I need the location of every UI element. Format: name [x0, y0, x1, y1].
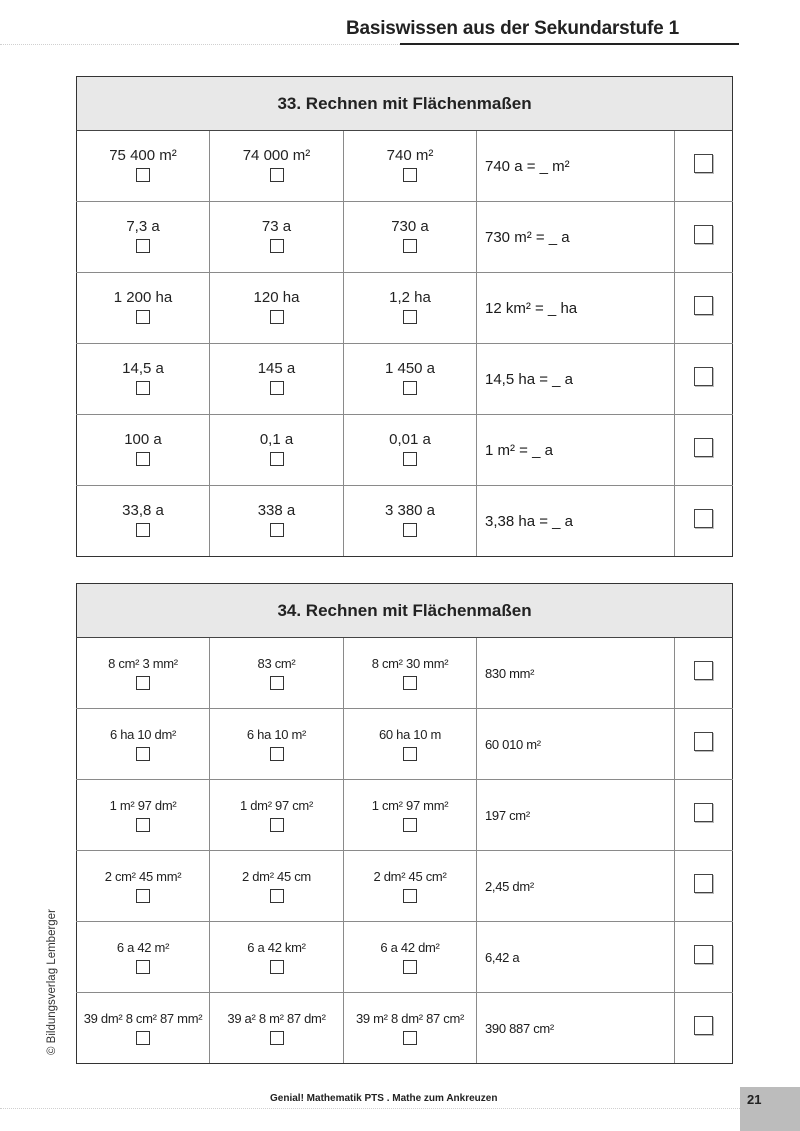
answer-option	[210, 415, 344, 486]
answer-option	[210, 709, 344, 780]
option-checkbox[interactable]	[136, 523, 150, 537]
option-label: 6 a 42 dm²	[380, 940, 440, 955]
result-checkbox[interactable]	[694, 509, 713, 528]
answer-option	[344, 638, 477, 709]
option-checkbox[interactable]	[270, 818, 284, 832]
option-checkbox[interactable]	[403, 889, 417, 903]
result-check-cell	[675, 344, 733, 415]
answer-option	[77, 780, 210, 851]
answer-option	[344, 851, 477, 922]
task-prompt: 60 010 m²	[477, 709, 675, 780]
option-checkbox[interactable]	[403, 676, 417, 690]
option-checkbox[interactable]	[403, 960, 417, 974]
option-checkbox[interactable]	[136, 818, 150, 832]
option-label: 6 ha 10 dm²	[109, 727, 177, 742]
answer-option	[210, 486, 344, 557]
option-checkbox[interactable]	[270, 452, 284, 466]
answer-option	[210, 273, 344, 344]
option-label: 120 ha	[253, 289, 300, 306]
answer-option	[77, 638, 210, 709]
task-prompt: 197 cm²	[477, 780, 675, 851]
result-check-cell	[675, 922, 733, 993]
task-prompt: 2,45 dm²	[477, 851, 675, 922]
answer-option	[344, 993, 477, 1064]
task-prompt: 14,5 ha = _ a	[477, 344, 675, 415]
option-checkbox[interactable]	[403, 747, 417, 761]
page-number: 21	[747, 1092, 762, 1107]
option-checkbox[interactable]	[270, 239, 284, 253]
answer-option	[210, 131, 344, 202]
option-label: 0,01 a	[389, 431, 431, 448]
result-checkbox[interactable]	[694, 732, 713, 751]
task-prompt: 730 m² = _ a	[477, 202, 675, 273]
option-label: 14,5 a	[122, 360, 164, 377]
option-checkbox[interactable]	[136, 747, 150, 761]
answer-option	[77, 851, 210, 922]
table-row	[77, 273, 733, 344]
option-label: 83 cm²	[257, 656, 296, 671]
option-label: 338 a	[257, 502, 296, 519]
answer-option	[77, 344, 210, 415]
result-checkbox[interactable]	[694, 154, 713, 173]
answer-option	[77, 922, 210, 993]
result-checkbox[interactable]	[694, 661, 713, 680]
option-checkbox[interactable]	[270, 960, 284, 974]
option-label: 1 cm² 97 mm²	[371, 798, 449, 813]
option-label: 39 m² 8 dm² 87 cm²	[355, 1011, 464, 1026]
option-label: 8 cm² 30 mm²	[371, 656, 449, 671]
result-check-cell	[675, 780, 733, 851]
option-label: 1 dm² 97 cm²	[240, 798, 313, 813]
answer-option	[77, 486, 210, 557]
answer-option	[77, 993, 210, 1064]
task-prompt: 6,42 a	[477, 922, 675, 993]
option-checkbox[interactable]	[270, 889, 284, 903]
option-label: 60 ha 10 m	[378, 727, 442, 742]
table-row	[77, 131, 733, 202]
result-check-cell	[675, 273, 733, 344]
answer-option	[210, 344, 344, 415]
option-label: 0,1 a	[259, 431, 294, 448]
result-check-cell	[675, 415, 733, 486]
task-prompt: 830 mm²	[477, 638, 675, 709]
option-label: 2 dm² 45 cm²	[373, 869, 447, 884]
option-label: 39 dm² 8 cm² 87 mm²	[83, 1011, 203, 1026]
option-label: 1 450 a	[384, 360, 436, 377]
option-label: 75 400 m²	[109, 147, 177, 164]
answer-option	[210, 638, 344, 709]
option-label: 1 200 ha	[113, 289, 173, 306]
result-checkbox[interactable]	[694, 438, 713, 457]
answer-option	[77, 709, 210, 780]
option-checkbox[interactable]	[403, 452, 417, 466]
result-checkbox[interactable]	[694, 367, 713, 386]
answer-option	[210, 202, 344, 273]
option-checkbox[interactable]	[403, 168, 417, 182]
result-checkbox[interactable]	[694, 296, 713, 315]
answer-option	[210, 851, 344, 922]
option-checkbox[interactable]	[136, 381, 150, 395]
task-prompt: 740 a = _ m²	[477, 131, 675, 202]
exercise-title: 33. Rechnen mit Flächenmaßen	[77, 77, 733, 131]
table-row	[77, 344, 733, 415]
answer-option	[77, 415, 210, 486]
option-checkbox[interactable]	[136, 310, 150, 324]
answer-option	[344, 344, 477, 415]
answer-option	[77, 273, 210, 344]
page-header	[0, 0, 740, 46]
table-row	[77, 709, 733, 780]
result-check-cell	[675, 202, 733, 273]
table-row	[77, 638, 733, 709]
table-row	[77, 486, 733, 557]
option-checkbox[interactable]	[403, 1031, 417, 1045]
option-checkbox[interactable]	[270, 747, 284, 761]
option-checkbox[interactable]	[403, 818, 417, 832]
answer-option	[344, 780, 477, 851]
footer-text: Genial! Mathematik PTS . Mathe zum Ankreuzen	[270, 1093, 498, 1104]
answer-option	[77, 202, 210, 273]
option-label: 3 380 a	[384, 502, 436, 519]
option-label: 39 a² 8 m² 87 dm²	[227, 1011, 326, 1026]
option-checkbox[interactable]	[136, 168, 150, 182]
option-label: 1 m² 97 dm²	[109, 798, 177, 813]
answer-option	[210, 993, 344, 1064]
option-label: 33,8 a	[122, 502, 164, 519]
header-rule	[400, 43, 739, 45]
result-checkbox[interactable]	[694, 1016, 713, 1035]
answer-option	[344, 709, 477, 780]
option-checkbox[interactable]	[136, 1031, 150, 1045]
option-label: 740 m²	[386, 147, 434, 164]
exercise-33-table	[76, 76, 733, 557]
copyright-notice: © Bildungsverlag Lemberger	[46, 909, 58, 1055]
option-label: 7,3 a	[126, 218, 160, 235]
page-title: Basiswissen aus der Sekundarstufe 1	[345, 18, 679, 39]
answer-option	[77, 131, 210, 202]
option-label: 1,2 ha	[389, 289, 431, 306]
option-label: 73 a	[261, 218, 292, 235]
option-label: 145 a	[257, 360, 296, 377]
option-label: 6 a 42 m²	[116, 940, 170, 955]
result-checkbox[interactable]	[694, 803, 713, 822]
exercise-34-table	[76, 583, 733, 1064]
option-label: 100 a	[124, 431, 162, 448]
option-label: 2 cm² 45 mm²	[104, 869, 182, 884]
option-checkbox[interactable]	[136, 239, 150, 253]
option-checkbox[interactable]	[270, 676, 284, 690]
option-checkbox[interactable]	[136, 889, 150, 903]
task-prompt: 3,38 ha = _ a	[477, 486, 675, 557]
table-row	[77, 922, 733, 993]
option-checkbox[interactable]	[270, 168, 284, 182]
answer-option	[344, 922, 477, 993]
option-checkbox[interactable]	[403, 523, 417, 537]
table-row	[77, 851, 733, 922]
header-dotted-line	[0, 44, 400, 45]
result-check-cell	[675, 851, 733, 922]
option-label: 730 a	[391, 218, 429, 235]
option-checkbox[interactable]	[136, 452, 150, 466]
task-prompt: 1 m² = _ a	[477, 415, 675, 486]
option-checkbox[interactable]	[403, 239, 417, 253]
result-checkbox[interactable]	[694, 945, 713, 964]
table-row	[77, 780, 733, 851]
result-checkbox[interactable]	[694, 874, 713, 893]
option-label: 8 cm² 3 mm²	[108, 656, 178, 671]
page-number-box	[740, 1087, 800, 1131]
option-label: 6 a 42 km²	[247, 940, 306, 955]
answer-option	[344, 486, 477, 557]
footer-dotted-line	[0, 1108, 740, 1109]
exercise-title: 34. Rechnen mit Flächenmaßen	[77, 584, 733, 638]
task-prompt: 390 887 cm²	[477, 993, 675, 1064]
option-checkbox[interactable]	[136, 960, 150, 974]
answer-option	[344, 202, 477, 273]
table-row	[77, 202, 733, 273]
answer-option	[344, 131, 477, 202]
result-check-cell	[675, 486, 733, 557]
task-prompt: 12 km² = _ ha	[477, 273, 675, 344]
option-label: 2 dm² 45 cm	[242, 869, 311, 884]
result-check-cell	[675, 638, 733, 709]
option-checkbox[interactable]	[270, 1031, 284, 1045]
table-row	[77, 415, 733, 486]
option-checkbox[interactable]	[270, 310, 284, 324]
answer-option	[210, 780, 344, 851]
result-check-cell	[675, 993, 733, 1064]
result-check-cell	[675, 709, 733, 780]
option-checkbox[interactable]	[270, 523, 284, 537]
answer-option	[210, 922, 344, 993]
option-label: 74 000 m²	[242, 147, 311, 164]
option-checkbox[interactable]	[403, 381, 417, 395]
result-check-cell	[675, 131, 733, 202]
result-checkbox[interactable]	[694, 225, 713, 244]
option-checkbox[interactable]	[136, 676, 150, 690]
option-checkbox[interactable]	[270, 381, 284, 395]
table-row	[77, 993, 733, 1064]
option-label: 6 ha 10 m²	[246, 727, 307, 742]
answer-option	[344, 273, 477, 344]
option-checkbox[interactable]	[403, 310, 417, 324]
answer-option	[344, 415, 477, 486]
